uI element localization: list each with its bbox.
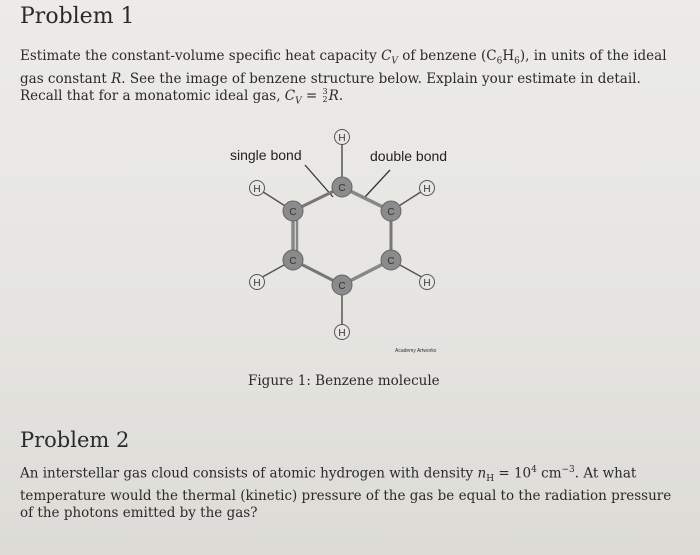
carbon-atom (332, 275, 352, 295)
hydrogen-atom (420, 275, 435, 290)
fraction-three-halves: 3 2 (322, 87, 328, 105)
problem-2-text: An interstellar gas cloud consists of atomic hydrogen with density $n_H = 10^4$ $cm^{-3}$. At what temperature would the thermal (kinetic) pressure of the gas be equal to the radiation pressure of the photons emitted by the gas? (20, 465, 672, 522)
svg-text:C: C (289, 256, 297, 267)
svg-text:C: C (289, 207, 297, 218)
carbon-atom (283, 250, 303, 270)
hydrogen-atom (250, 181, 265, 196)
hydrogen-atom (335, 325, 350, 340)
hydrogen-atom (250, 275, 265, 290)
svg-text:H: H (338, 328, 346, 339)
problem-1-text: Estimate the constant-volume specific heat capacity $C_V$ of benzene $(C_6H_6)$, in units of the ideal gas constant R. See the image of benzene structure below. Explain your estimate in detail. Recall that for a monatomic ideal gas, $C_V$ = 3 2 R. (20, 48, 667, 107)
figure-caption: Figure 1: Benzene molecule (248, 373, 440, 389)
svg-text:H: H (338, 133, 346, 144)
hydrogen-atom (420, 181, 435, 196)
svg-text:H: H (423, 278, 431, 289)
hydrogen-atom (335, 130, 350, 145)
svg-text:H: H (253, 278, 261, 289)
single-bond-label: single bond (230, 147, 302, 163)
problem-2-title: Problem 2 (20, 428, 130, 452)
watermark-text: Academy Artworks (395, 348, 437, 354)
carbon-atom (381, 201, 401, 221)
double-bond-label: double bond (370, 148, 448, 164)
svg-text:C: C (338, 183, 346, 194)
problem-1-title: Problem 1 (20, 4, 135, 29)
carbon-atom (381, 250, 401, 270)
benzene-figure (205, 125, 495, 360)
svg-text:H: H (253, 184, 261, 195)
carbon-atom (332, 177, 352, 197)
svg-text:C: C (387, 207, 395, 218)
svg-text:H: H (423, 184, 431, 195)
svg-text:C: C (338, 281, 346, 292)
svg-text:C: C (387, 256, 395, 267)
carbon-atom (283, 201, 303, 221)
